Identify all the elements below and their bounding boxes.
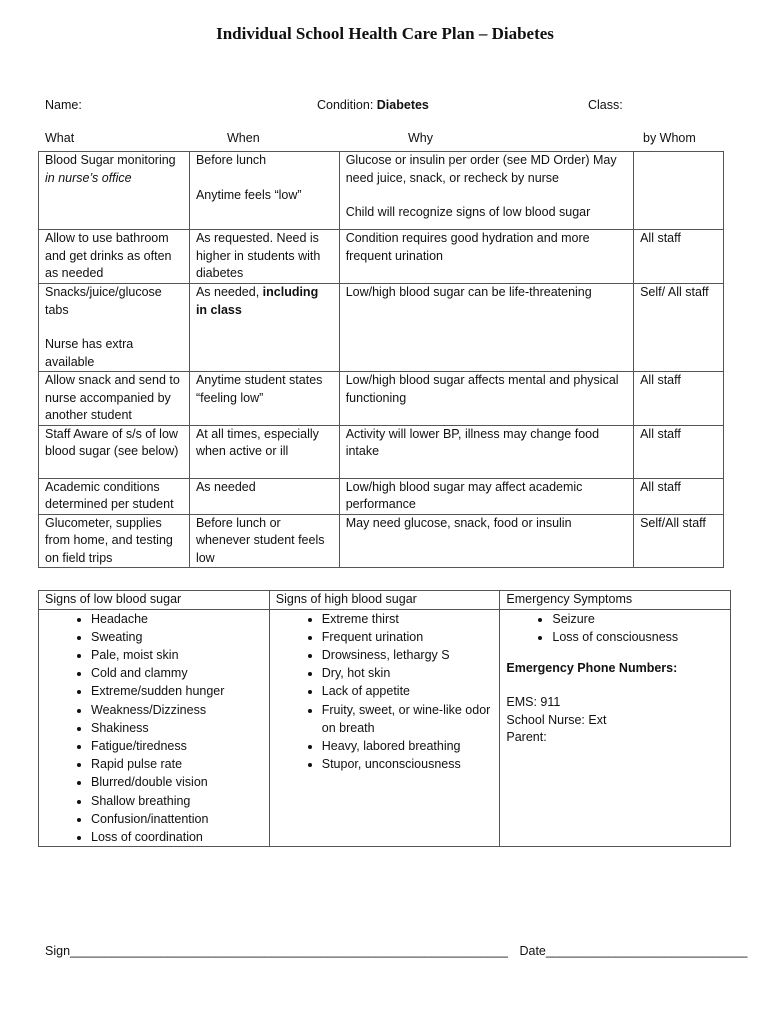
list-item: • Extreme thirst — [322, 610, 494, 628]
cell-text: Glucose or insulin per order (see MD Order) May need juice, snack, or recheck by nurse — [345, 153, 617, 185]
cell-what: Allow snack and send to nurse accompanied by another student — [39, 372, 190, 426]
table-row — [39, 591, 731, 610]
cell-what: Academic conditions determined per student — [39, 478, 190, 514]
table-row — [39, 609, 731, 847]
cell-who — [634, 152, 724, 230]
signs-table — [38, 590, 731, 847]
emergency-title: Emergency Symptoms — [500, 591, 731, 610]
cell-text: Child will recognize signs of low blood sugar — [345, 205, 591, 219]
list-item: • Confusion/inattention — [91, 810, 263, 828]
table-row — [39, 284, 724, 372]
cell-text: Anytime feels “low” — [195, 187, 302, 202]
list-item: • Rapid pulse rate — [91, 755, 263, 773]
cell-what: Glucometer, supplies from home, and testing on field trips — [39, 514, 190, 568]
cell-who: All staff — [634, 230, 724, 284]
list-item: • Loss of coordination — [91, 828, 263, 846]
low-signs-title: Signs of low blood sugar — [39, 591, 270, 610]
condition-value: Diabetes — [376, 98, 429, 112]
high-signs-cell — [269, 609, 500, 847]
date-field[interactable]: Date_____________________________ — [519, 944, 748, 958]
cell-text: Snacks/juice/glucose tabs — [45, 285, 162, 317]
list-item: • Fruity, sweet, or wine-like odor on breath — [322, 701, 494, 737]
list-item: • Stupor, unconsciousness — [322, 755, 494, 773]
list-item: • Loss of consciousness — [552, 628, 724, 646]
list-item: • Lack of appetite — [322, 682, 494, 700]
cell-who: Self/ All staff — [634, 284, 724, 372]
cell-what — [39, 152, 190, 230]
condition-label: Condition: — [317, 98, 374, 112]
signature-line — [45, 944, 748, 958]
list-item: • Extreme/sudden hunger — [91, 682, 263, 700]
cell-who: All staff — [634, 425, 724, 478]
high-signs-title: Signs of high blood sugar — [269, 591, 500, 610]
cell-when: As needed — [189, 478, 339, 514]
list-item: • Shakiness — [91, 719, 263, 737]
cell-why: Condition requires good hydration and more frequent urination — [339, 230, 633, 284]
cell-text: in nurse’s office — [45, 170, 132, 185]
cell-who: All staff — [634, 372, 724, 426]
condition-field — [317, 98, 429, 112]
table-row — [39, 478, 724, 514]
cell-when: Anytime student states “feeling low” — [189, 372, 339, 426]
col-header-who: by Whom — [643, 131, 696, 145]
table-row — [39, 152, 724, 230]
cell-when — [189, 152, 339, 230]
sign-field[interactable]: Sign_______________________________________________________________ — [45, 944, 508, 958]
emergency-phone-title: Emergency Phone Numbers: — [506, 660, 678, 675]
class-label: Class: — [588, 98, 623, 112]
list-item: • Fatigue/tiredness — [91, 737, 263, 755]
list-item: • Pale, moist skin — [91, 646, 263, 664]
list-item: • Blurred/double vision — [91, 773, 263, 791]
cell-text: As needed, — [195, 285, 263, 299]
table-row — [39, 425, 724, 478]
cell-why: Activity will lower BP, illness may change food intake — [339, 425, 633, 478]
cell-when: As requested. Need is higher in students with diabetes — [189, 230, 339, 284]
cell-what: Staff Aware of s/s of low blood sugar (see below) — [39, 425, 190, 478]
list-item: • Frequent urination — [322, 628, 494, 646]
cell-why: Low/high blood sugar may affect academic performance — [339, 478, 633, 514]
cell-who: All staff — [634, 478, 724, 514]
cell-what: Allow to use bathroom and get drinks as often as needed — [39, 230, 190, 284]
low-signs-list — [45, 610, 263, 847]
name-label: Name: — [45, 98, 82, 112]
school-nurse-number: School Nurse: Ext — [506, 712, 607, 727]
cell-when: Before lunch or whenever student feels low — [189, 514, 339, 568]
col-header-why: Why — [408, 131, 433, 145]
cell-text-bold: including in class — [195, 285, 319, 317]
list-item: • Sweating — [91, 628, 263, 646]
low-signs-cell — [39, 609, 270, 847]
cell-when — [189, 284, 339, 372]
cell-why — [339, 152, 633, 230]
parent-number: Parent: — [506, 730, 547, 745]
emergency-cell — [500, 609, 731, 847]
cell-why: Low/high blood sugar affects mental and physical functioning — [339, 372, 633, 426]
list-item: • Dry, hot skin — [322, 664, 494, 682]
page-title: Individual School Health Care Plan – Diabetes — [216, 24, 554, 43]
cell-when: At all times, especially when active or ill — [189, 425, 339, 478]
col-header-what: What — [45, 131, 75, 145]
list-item: • Heavy, labored breathing — [322, 737, 494, 755]
ems-number: EMS: 911 — [506, 695, 561, 710]
table-row — [39, 372, 724, 426]
cell-who: Self/All staff — [634, 514, 724, 568]
table-row — [39, 230, 724, 284]
list-item: • Shallow breathing — [91, 792, 263, 810]
emergency-list — [506, 610, 724, 646]
table-row — [39, 514, 724, 568]
cell-text: Nurse has extra available — [45, 337, 134, 369]
high-signs-list — [276, 610, 494, 774]
cell-text: Blood Sugar monitoring — [45, 153, 176, 167]
list-item: • Cold and clammy — [91, 664, 263, 682]
cell-what — [39, 284, 190, 372]
list-item: • Headache — [91, 610, 263, 628]
list-item: • Seizure — [552, 610, 724, 628]
list-item: • Drowsiness, lethargy S — [322, 646, 494, 664]
col-header-when: When — [227, 131, 260, 145]
cell-why: May need glucose, snack, food or insulin — [339, 514, 633, 568]
care-plan-table — [38, 151, 724, 568]
list-item: • Weakness/Dizziness — [91, 701, 263, 719]
cell-why: Low/high blood sugar can be life-threatening — [339, 284, 633, 372]
cell-text: Before lunch — [195, 153, 267, 167]
